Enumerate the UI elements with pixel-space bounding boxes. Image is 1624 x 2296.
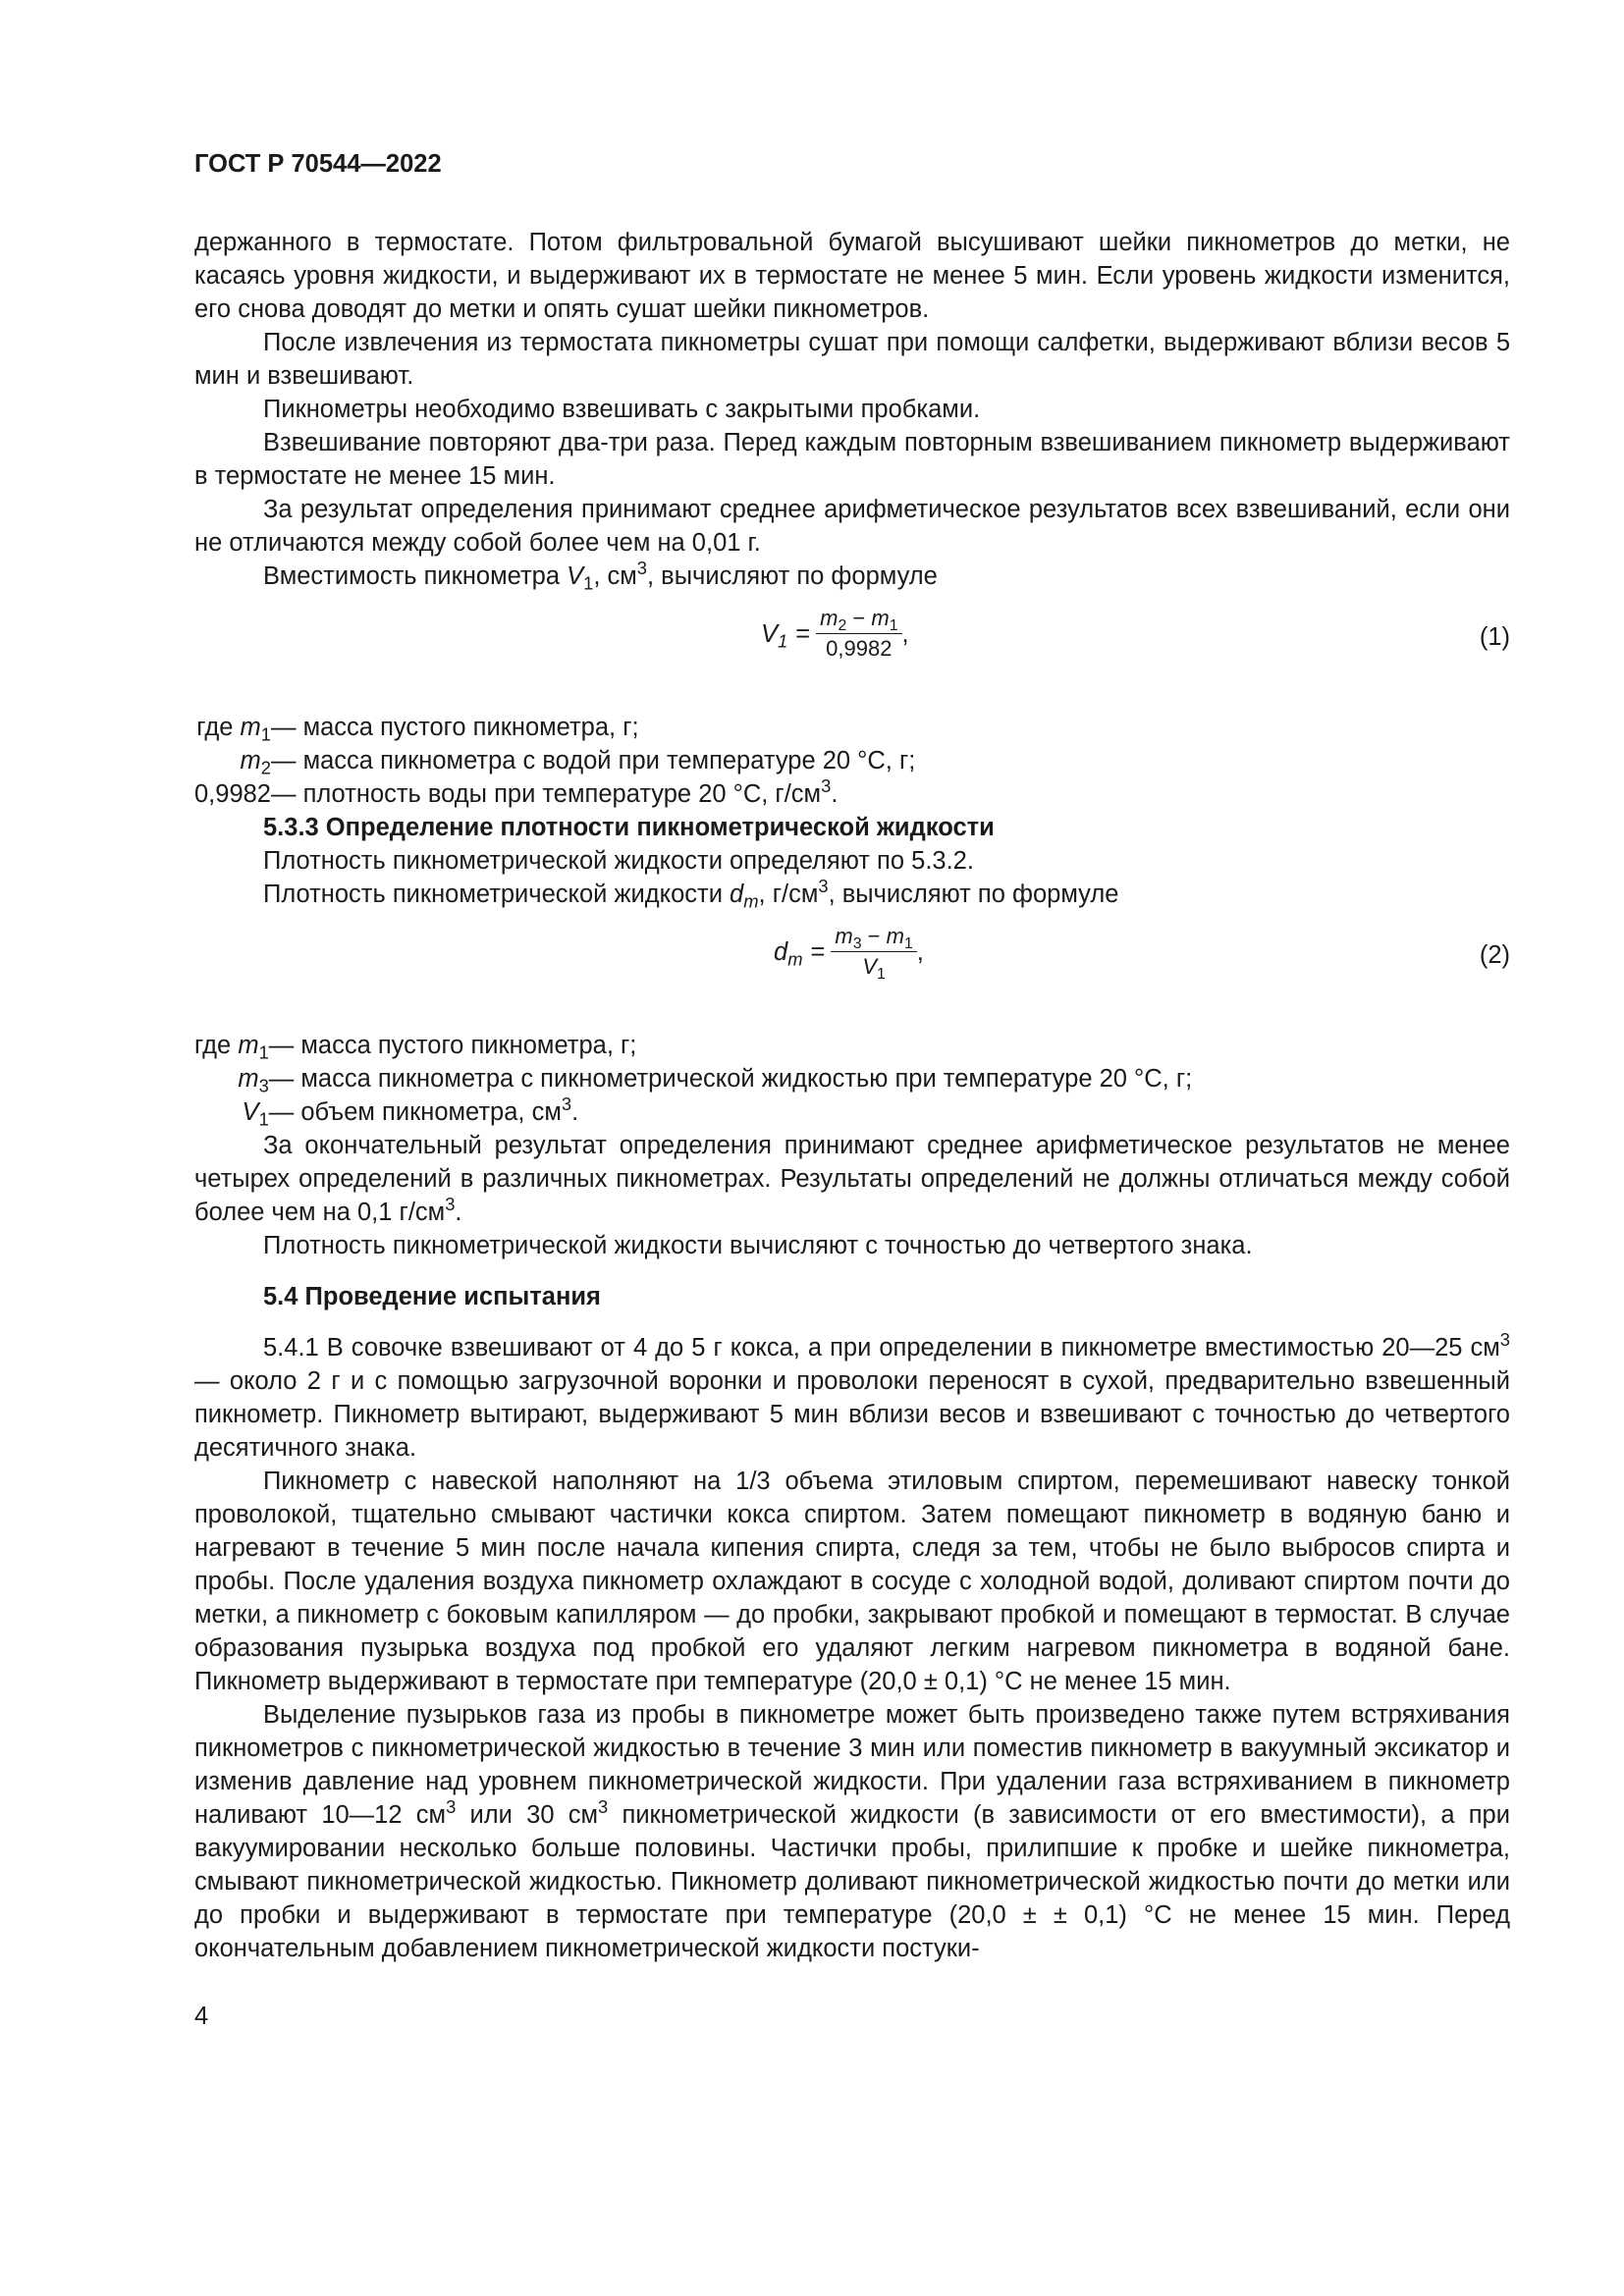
fraction-denominator: 0,9982	[826, 636, 893, 661]
paragraph	[194, 557, 1510, 594]
paragraph: держанного в термостате. Потом фильтровальной бумагой высушивают шейки пикнометров до метки, не касаясь уровня жидкости, и выдерживают их в термостате не менее 5 мин. Если уровень жидкости изменится, его снова доводят до метки и опять сушат шейки пикнометров.	[194, 229, 1510, 323]
formula-number: (1)	[1479, 623, 1510, 651]
equals-sign: =	[810, 937, 826, 966]
paragraph: Пикнометр с навеской наполняют на 1/3 объема этиловым спиртом, перемешивают навеску тонкой проволокой, тщательно смывают частички кокса спиртом. Затем помещают пикнометр в водяную баню и нагревают в течение 5 мин после начала кипения спирта, следя за тем, чтобы не было выбросов спирта и пробы. После удаления воздуха пикнометр охлаждают в сосуде с холодной водой, доливают спиртом почти до метки, а пикнометр с боковым капилляром — до пробки, закрывают пробкой и помещают в термостат. В случае образования пузырька воздуха под пробкой его удаляют легким нагревом пикнометра в водяной бане. Пикнометр выдерживают в термостате при температуре (20,0 ± 0,1) °C не менее 15 мин.	[194, 1468, 1510, 1695]
legend-description: — масса пикнометра с пикнометрической жидкостью при температуре 20 °C, г;	[268, 1065, 1193, 1093]
legend-symbol: $V_1$	[242, 1098, 269, 1130]
paragraph: Плотность пикнометрической жидкости определяют по 5.3.2.	[263, 847, 974, 875]
legend-symbol: $m_2$	[240, 747, 271, 778]
text-run: Вместимость пикнометра	[263, 562, 568, 590]
text-run: , вычисляют по формуле	[647, 562, 938, 590]
standard-header: ГОСТ Р 70544—2022	[194, 150, 442, 178]
formula-comma: ,	[901, 619, 909, 648]
symbol-v: V	[567, 562, 584, 590]
legend-symbol: где $m_1$	[194, 1032, 269, 1063]
superscript: 3	[636, 557, 647, 578]
equals-sign: =	[795, 619, 811, 648]
paragraph: Пикнометры необходимо взвешивать с закрытыми пробками.	[263, 396, 981, 423]
legend-description: — плотность воды при температуре 20 °C, $г/см^3$.	[271, 774, 839, 808]
paragraph: Плотность пикнометрической жидкости $d_m$, $г/см^3$, вычисляют по формуле	[263, 875, 1119, 912]
paragraph: После извлечения из термостата пикнометры сушат при помощи салфетки, выдерживают вблизи весов 5 мин и взвешивают.	[194, 329, 1510, 390]
paragraph: Плотность пикнометрической жидкости вычисляют с точностью до четвертого знака.	[263, 1232, 1253, 1259]
fraction	[816, 605, 901, 663]
formula-lhs: $V_1$	[761, 619, 788, 651]
section-heading-5-4: 5.4 Проведение испытания	[263, 1283, 601, 1310]
text-run: , см	[593, 562, 637, 590]
fraction	[831, 923, 916, 981]
formula-body	[761, 605, 909, 663]
legend-description: — объем пикнометра, $см^3$.	[268, 1093, 579, 1126]
legend-symbol: $m_3$	[238, 1065, 269, 1096]
legend-description: — масса пустого пикнометра, г;	[271, 714, 639, 741]
formula-lhs: $d_m$	[774, 937, 803, 969]
formula-legend-2	[194, 1029, 1510, 1129]
paragraph: За результат определения принимают среднее арифметическое результатов всех взвешиваний, если они не отличаются между собой более чем на 0,01 г.	[194, 496, 1510, 557]
fraction-numerator: $m_2 - m_1$	[816, 605, 901, 634]
paragraph: Выделение пузырьков газа из пробы в пикнометре может быть произведено также путем встряхивания пикнометров с пикнометрической жидкостью в течение 3 мин или поместив пикнометр в вакуумный эксикатор и изменив давление над уровнем пикнометрической жидкости. При удалении газа встряхиванием в пикнометр наливают 10—12 $см^3$ или 30 $см^3$ пикнометрической жидкости (в зависимости от его вместимости), а при вакуумировании несколько больше половины. Частички пробы, прилипшие к пробке и шейке пикнометра, смывают пикнометрической жидкостью. Пикнометр доливают пикнометрической жидкостью почти до метки или до пробки и выдерживают в термостате при температуре (20,0 ± ± 0,1) °C не менее 15 мин. Перед окончательным добавлением пикнометрической жидкости постуки-	[194, 1701, 1510, 1962]
paragraph: Взвешивание повторяют два-три раза. Перед каждым повторным взвешиванием пикнометр выдерживают в термостате не менее 15 мин.	[194, 429, 1510, 490]
section-heading-5-3-3: 5.3.3 Определение плотности пикнометрической жидкости	[263, 814, 995, 841]
page-number: 4	[194, 2002, 209, 2030]
document-page	[194, 147, 1510, 1965]
formula-comma: ,	[916, 937, 924, 966]
formula-body	[774, 923, 924, 981]
fraction-numerator: $m_3 - m_1$	[831, 923, 916, 952]
formula-legend-1	[194, 711, 1510, 811]
legend-symbol: где $m_1$	[196, 714, 271, 745]
legend-description: — масса пикнометра с водой при температуре 20 °C, г;	[271, 747, 916, 774]
legend-description: — масса пустого пикнометра, г;	[268, 1032, 637, 1059]
formula-1	[194, 605, 1510, 693]
formula-2	[194, 923, 1510, 1011]
paragraph: 5.4.1 В совочке взвешивают от 4 до 5 г кокса, а при определении в пикнометре вместимостью 20—25 $см^3$ — около 2 г и с помощью загрузочной воронки и проволоки переносят в сухой, предварительно взвешенный пикнометр. Пикнометр вытирают, выдерживают 5 мин вблизи весов и взвешивают с точностью до четвертого десятичного знака.	[194, 1328, 1510, 1462]
legend-symbol: 0,9982	[194, 780, 271, 808]
formula-number: (2)	[1479, 941, 1510, 969]
subscript: 1	[583, 572, 594, 594]
paragraph: За окончательный результат определения принимают среднее арифметическое результатов не менее четырех определений в различных пикнометрах. Результаты определений не должны отличаться между собой более чем на 0,1 $г/см^3$.	[194, 1132, 1510, 1226]
fraction-denominator: $V_1$	[862, 954, 886, 983]
